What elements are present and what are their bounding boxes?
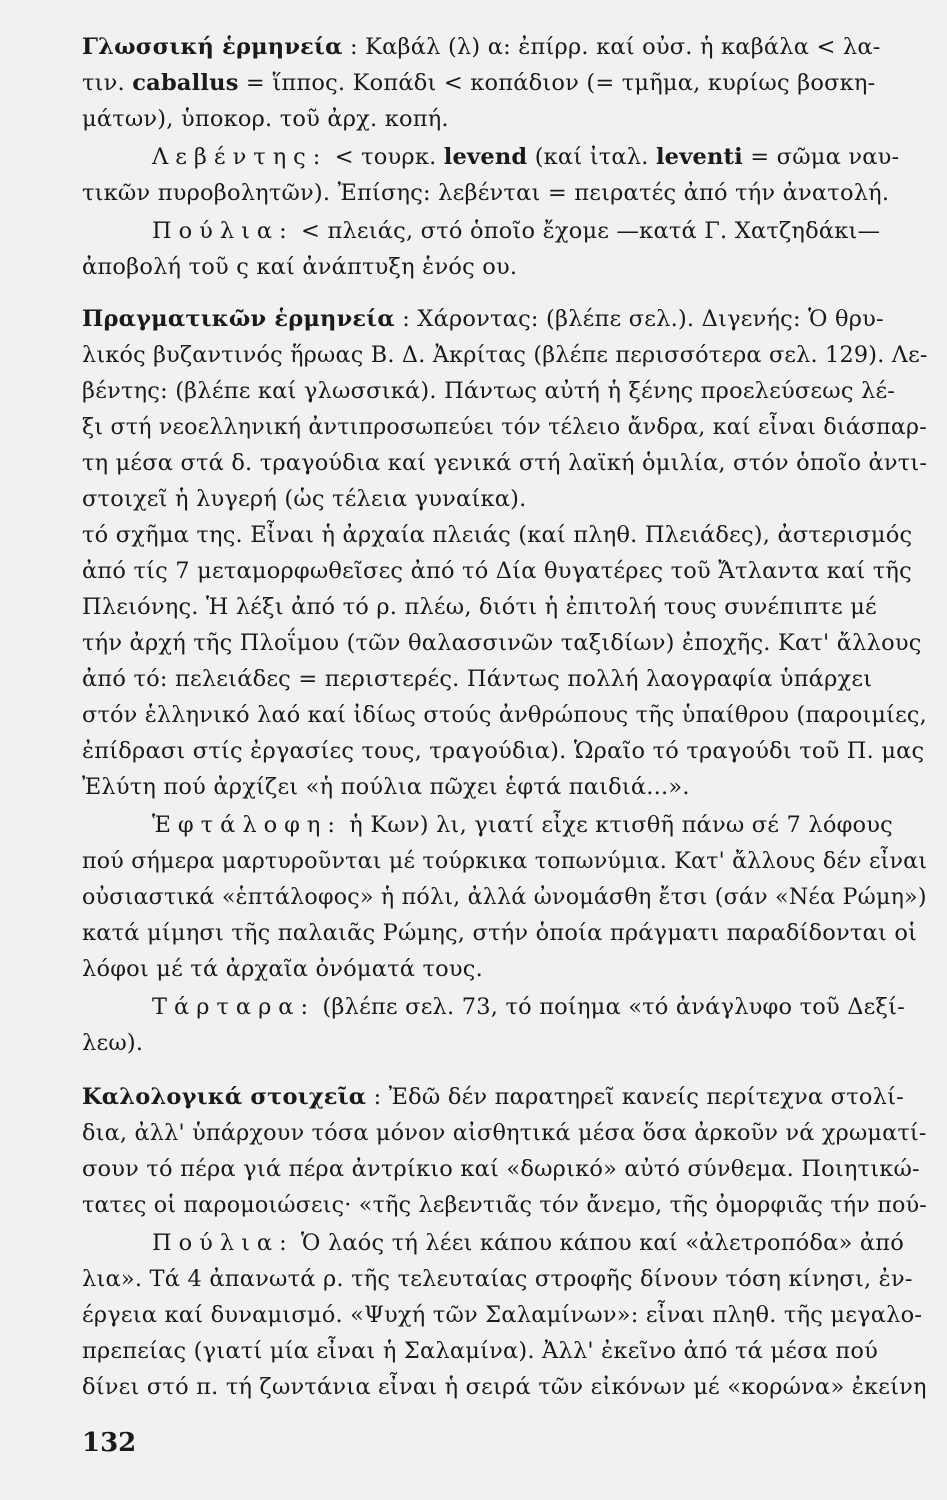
- term: Τάρταρα:: [152, 994, 316, 1020]
- term: Πούλια:: [152, 1230, 294, 1256]
- text-line: ἐπίδρασι στίς ἐργασίες τους, τραγούδια). Ὡραῖο τό τραγούδι τοῦ Π. μας: [82, 738, 925, 764]
- text-line: σουν τό πέρα γιά πέρα ἀντρίκιο καί «δωρικό» αὐτό σύνθεμα. Ποιητικώ-: [82, 1156, 920, 1182]
- text-line: Λεβέντης: < τουρκ. levend (καί ἰταλ. leventi = σῶμα ναυ-: [152, 144, 900, 170]
- text-line: ξι στή νεοελληνική ἀντιπροσωπεύει τόν τέλειο ἄνδρα, καί εἶναι διάσπαρ-: [82, 414, 927, 440]
- text-line: τήν ἀρχή τῆς Πλοΐμου (τῶν θαλασσινῶν ταξιδίων) ἐποχῆς. Κατ' ἄλλους: [82, 630, 922, 656]
- text-line: Πούλια: Ὁ λαός τή λέει κάπου κάπου καί «ἀλετροπόδα» ἀπό: [152, 1230, 905, 1256]
- text-line: λικός βυζαντινός ἥρωας Β. Δ. Ἀκρίτας (βλέπε περισσότερα σελ. 129). Λε-: [82, 342, 928, 368]
- section-heading: Πραγματικῶν ἑρμηνεία: [82, 306, 395, 332]
- text-line: Πούλια: < πλειάς, στό ὁποῖο ἔχομε —κατά Γ. Χατζηδάκι—: [152, 218, 881, 244]
- text-line: ἀπό τό: πελειάδες = περιστερές. Πάντως πολλή λαογραφία ὑπάρχει: [82, 666, 873, 692]
- text-line: έργεια καί δυναμισμό. «Ψυχή τῶν Σαλαμίνων»: εἶναι πληθ. τῆς μεγαλο-: [82, 1302, 923, 1328]
- text-line: Πραγματικῶν ἑρμηνεία : Χάροντας: (βλέπε σελ.). Διγενής: Ὁ θρυ-: [82, 306, 884, 332]
- text-line: λια». Τά 4 ἀπανωτά ρ. τῆς τελευταίας στροφῆς δίνουν τόση κίνησι, ἐν-: [82, 1266, 913, 1292]
- page-number: 132: [82, 1428, 137, 1458]
- term: Πούλια:: [152, 218, 294, 244]
- text-line: ἀποβολή τοῦ ς καί ἀνάπτυξη ἑνός ου.: [82, 254, 518, 280]
- text-line: λόφοι μέ τά ἀρχαῖα ὀνόματά τους.: [82, 956, 483, 982]
- text-line: Καλολογικά στοιχεῖα : Ἐδῶ δέν παρατηρεῖ κανείς περίτεχνα στολί-: [82, 1084, 904, 1110]
- text-line: ἀπό τίς 7 μεταμορφωθεῖσες ἀπό τό Δία θυγατέρες τοῦ Ἄτλαντα καί τῆς: [82, 558, 912, 584]
- text-line: Ἐλύτη πού ἀρχίζει «ἡ πούλια πῶχει ἑφτά παιδιά...».: [82, 774, 690, 800]
- text-line: δια, ἀλλ' ὑπάρχουν τόσα μόνον αἰσθητικά μέσα ὅσα ἀρκοῦν νά χρωματί-: [82, 1120, 927, 1146]
- text-line: δίνει στό π. τή ζωντάνια εἶναι ἡ σειρά τῶν εἰκόνων μέ «κορώνα» ἐκείνη: [82, 1374, 927, 1400]
- text-line: πού σήμερα μαρτυροῦνται μέ τούρκικα τοπωνύμια. Κατ' ἄλλους δέν εἶναι: [82, 848, 928, 874]
- text-line: Πλειόνης. Ἡ λέξι ἀπό τό ρ. πλέω, διότι ἡ ἐπιτολή τους συνέπιπτε μέ: [82, 594, 877, 620]
- section-heading: Καλολογικά στοιχεῖα: [82, 1084, 367, 1110]
- term: Λεβέντης:: [152, 144, 328, 170]
- text-line: Ἑφτάλοφη: ἡ Κων) λι, γιατί εἶχε κτισθῆ πάνω σέ 7 λόφους: [152, 812, 893, 838]
- text-line: τό σχῆμα της. Εἶναι ἡ ἀρχαία πλειάς (καί πληθ. Πλειάδες), ἀστερισμός: [82, 522, 913, 548]
- text-line: κατά μίμησι τῆς παλαιᾶς Ρώμης, στήν ὁποία πράγματι παραδίδονται οἱ: [82, 920, 918, 946]
- text-line: τατες οἱ παρομοιώσεις· «τῆς λεβεντιᾶς τόν ἄνεμο, τῆς ὀμορφιᾶς τήν πού-: [82, 1192, 927, 1218]
- section-heading: Γλωσσική ἑρμηνεία: [82, 34, 343, 60]
- text-line: Τάρταρα: (βλέπε σελ. 73, τό ποίημα «τό ἀνάγλυφο τοῦ Δεξί-: [152, 994, 905, 1020]
- text-line: μάτων), ὑποκορ. τοῦ ἀρχ. κοπή.: [82, 106, 449, 132]
- text-line: στοιχεῖ ἡ λυγερή (ὡς τέλεια γυναίκα).: [82, 486, 527, 512]
- text-line: τη μέσα στά δ. τραγούδια καί γενικά στή λαϊκή ὁμιλία, στόν ὁποῖο ἀντι-: [82, 450, 928, 476]
- text-line: πρεπείας (γιατί μία εἶναι ἡ Σαλαμίνα). Ἀλλ' ἐκεῖνο ἀπό τά μέσα πού: [82, 1338, 879, 1364]
- text-line: στόν ἑλληνικό λαό καί ἰδίως στούς ἀνθρώπους τῆς ὑπαίθρου (παροιμίες,: [82, 702, 927, 728]
- text-line: οὐσιαστικά «ἑπτάλοφος» ἡ πόλι, ἀλλά ὠνομάσθη ἔτσι (σάν «Νέα Ρώμη»): [82, 884, 927, 910]
- text-line: λεω).: [82, 1030, 144, 1056]
- text-line: τιν. caballus = ἵππος. Κοπάδι < κοπάδιον (= τμῆμα, κυρίως βοσκη-: [82, 70, 876, 96]
- term: Ἑφτάλοφη:: [152, 812, 342, 838]
- text-line: τικῶν πυροβολητῶν). Ἐπίσης: λεβένται = πειρατές ἀπό τήν ἀνατολή.: [82, 180, 890, 206]
- text-line: βέντης: (βλέπε καί γλωσσικά). Πάντως αὐτή ἡ ξένης προελεύσεως λέ-: [82, 378, 896, 404]
- text-line: Γλωσσική ἑρμηνεία : Καβάλ (λ) α: ἐπίρρ. καί οὐσ. ἡ καβάλα < λα-: [82, 34, 881, 60]
